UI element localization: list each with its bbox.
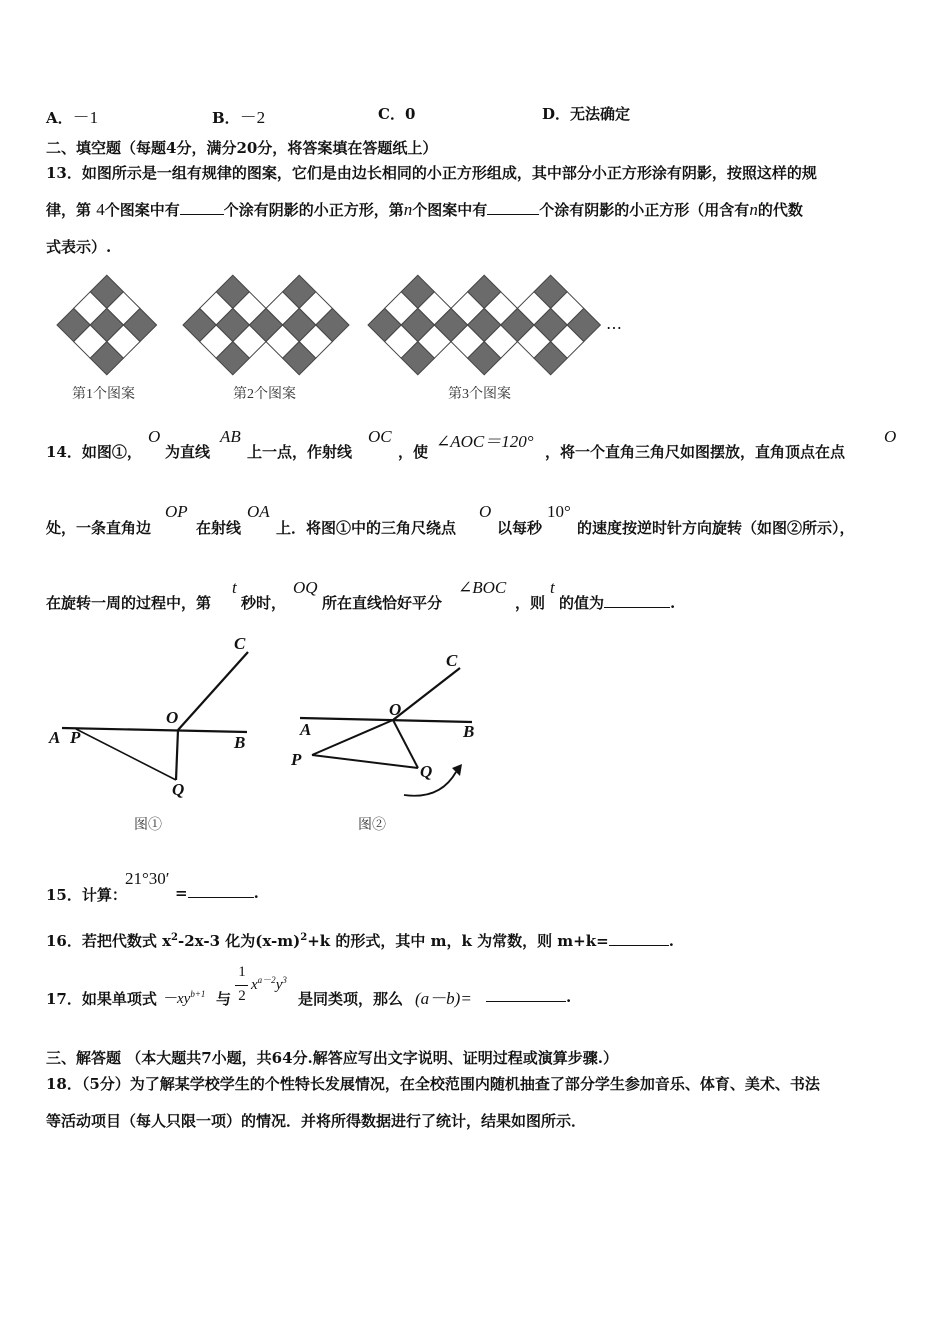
fig2-edge-pq xyxy=(312,755,418,768)
fig2-label-C: C xyxy=(446,651,458,670)
q14-l2-a: 处，一条直角边 xyxy=(46,519,152,537)
q17-c: 是同类项，那么 xyxy=(298,990,404,1008)
q14-l1-O: O xyxy=(148,427,161,446)
q13-caption-1: 第1个图案 xyxy=(72,387,135,402)
section3-heading: 三、解答题 （本大题共7小题，共64分.解答应写出文字说明、证明过程或演算步骤.） xyxy=(46,1049,618,1067)
q13-ellipsis: … xyxy=(606,314,622,333)
q14-l1-b: 为直线 xyxy=(165,443,211,461)
option-a-label: A． xyxy=(46,109,73,127)
q13-l2-num: 4 xyxy=(96,200,105,219)
q14-l2-e: 的速度按逆时针方向旋转（如图②所示）， xyxy=(577,519,855,537)
fig2-label-Q: Q xyxy=(420,762,433,781)
q14-l3-t2: t xyxy=(550,578,555,597)
q17-blank[interactable] xyxy=(486,1000,566,1002)
fig2-arrow-head xyxy=(452,764,462,776)
q13-l2-b: 个图案中有 xyxy=(104,201,180,219)
q17-mono2 xyxy=(251,973,287,994)
fig2-label-B: B xyxy=(463,722,475,741)
q13-l2-d: 个图案中有 xyxy=(412,201,488,219)
fig2-label-P: P xyxy=(291,750,302,769)
q14-l2-d: 以每秒 xyxy=(497,519,543,537)
section2-heading: 二、填空题（每题4分，满分20分，将答案填在答题纸上） xyxy=(46,139,438,157)
fig2-label-A: A xyxy=(300,720,312,739)
fig2-caption: 图② xyxy=(358,818,386,833)
q14-l3-b: 秒时， xyxy=(241,594,287,612)
q17-mono1 xyxy=(162,987,205,1008)
q15-label: 15．计算： xyxy=(46,886,127,904)
q14-l1-e: ，将一个直角三角尺如图摆放，直角顶点在点 xyxy=(545,443,846,461)
q13-l2-n1: n xyxy=(403,200,413,219)
q14-l2-deg: 10° xyxy=(547,502,571,521)
q16-c: +k 的形式，其中 m，k 为常数，则 m+k= xyxy=(307,932,609,950)
option-b-label: B． xyxy=(212,109,240,127)
option-d-label: D． xyxy=(542,105,571,123)
fig2-line-ab xyxy=(300,718,472,722)
q14-l3-t1: t xyxy=(232,578,237,597)
q16-end: . xyxy=(668,932,674,950)
q13-l2-a: 律，第 xyxy=(46,201,92,219)
q17-a: 17．如果单项式 xyxy=(46,990,157,1008)
q14-l1-OC: OC xyxy=(368,427,392,446)
q14-l3-BOC: ∠BOC xyxy=(458,578,507,597)
q14-l3-d: ，则 xyxy=(515,594,546,612)
q15-answer xyxy=(175,884,259,902)
q14-l1-O2: O xyxy=(884,427,897,446)
q14-l1-c: 上一点，作射线 xyxy=(247,443,353,461)
q17-expr: (a－b)= xyxy=(415,989,472,1008)
q13-l2-n2: n xyxy=(749,200,758,219)
q13-l2-f: 的代数 xyxy=(757,201,803,219)
q16-sup1: 2 xyxy=(171,932,179,943)
q15-end: . xyxy=(253,884,259,902)
q14-l2-b: 在射线 xyxy=(196,519,242,537)
fig2-ray-oc xyxy=(393,668,460,720)
q17-mono2-x: x xyxy=(251,977,258,993)
q18-line2: 等活动项目（每人只限一项）的情况．并将所得数据进行了统计，结果如图所示． xyxy=(46,1112,587,1130)
q14-l2-c: 上．将图①中的三角尺绕点 xyxy=(276,519,457,537)
option-c-label: C． xyxy=(378,105,405,123)
q17-mono1-base: －xy xyxy=(162,991,191,1007)
option-d-value: 无法确定 xyxy=(570,105,631,123)
q14-l3-OQ: OQ xyxy=(293,578,318,597)
q17-frac-num: 1 xyxy=(238,964,246,980)
fig1-label-B: B xyxy=(234,733,246,752)
q17-frac-den: 2 xyxy=(238,988,246,1004)
q16-sup2: 2 xyxy=(300,932,308,943)
q14-l2-O: O xyxy=(479,502,492,521)
fig1-caption: 图① xyxy=(134,818,162,833)
q14-l1-d: ，使 xyxy=(398,443,429,461)
q16-blank[interactable] xyxy=(609,944,669,946)
fig2-edge-op xyxy=(312,720,393,755)
option-c-value: 0 xyxy=(404,105,416,123)
option-a-value: －1 xyxy=(72,108,99,127)
q17-end: . xyxy=(566,988,572,1006)
q14-l3-c: 所在直线恰好平分 xyxy=(322,594,443,612)
q13-l2-c: 个涂有阴影的小正方形，第 xyxy=(223,201,404,219)
q13-l2-e: 个涂有阴影的小正方形（用含有 xyxy=(539,201,750,219)
q17-b: 与 xyxy=(216,990,232,1008)
q17-mono1-exp: b+1 xyxy=(190,989,206,999)
fig1-label-C: C xyxy=(234,634,246,653)
fig2-edge-oq xyxy=(393,720,418,768)
q13-line1: 13．如图所示是一组有规律的图案，它们是由边长相同的小正方形组成，其中部分小正方形涂有阴影，按照这样的规 xyxy=(46,164,817,182)
q17-frac-bar xyxy=(235,985,248,986)
q14-l1-angle: ∠AOC＝120° xyxy=(436,432,534,451)
fig1-label-Q: Q xyxy=(172,780,185,799)
q14-l3-e-text: 的值为 xyxy=(559,594,605,612)
q15-expr: 21°30′ xyxy=(125,869,170,888)
q14-l2-OP: OP xyxy=(165,502,188,521)
q17-mono2-xexp: a－2 xyxy=(257,975,276,985)
q16-a: 16．若把代数式 x xyxy=(46,932,172,950)
fig1-label-O: O xyxy=(166,708,179,727)
q16-b: -2x-3 化为(x-m) xyxy=(178,932,301,950)
q17-answer xyxy=(486,988,571,1006)
q16-line xyxy=(46,930,674,951)
fig1-label-P: P xyxy=(70,728,81,747)
q14-l1-a: 14．如图①， xyxy=(46,443,142,461)
q14-l3-end: . xyxy=(670,594,676,612)
option-b-value: －2 xyxy=(239,108,266,127)
q14-l2-OA: OA xyxy=(247,502,270,521)
q17-mono2-yexp: 3 xyxy=(282,975,287,985)
q13-caption-2: 第2个图案 xyxy=(233,387,296,402)
fig2-label-O: O xyxy=(389,700,402,719)
q13-line3: 式表示）. xyxy=(46,238,112,256)
q15-eq: = xyxy=(175,884,188,902)
fig1-label-A: A xyxy=(49,728,61,747)
q14-l1-AB: AB xyxy=(220,427,241,446)
q13-caption-3: 第3个图案 xyxy=(448,387,511,402)
q15-blank[interactable] xyxy=(188,896,254,898)
q17-mono2-y: y xyxy=(275,977,283,993)
q14-l3-a: 在旋转一周的过程中，第 xyxy=(46,594,212,612)
q18-line1: 18．（5分）为了解某学校学生的个性特长发展情况，在全校范围内随机抽查了部分学生参加音乐、体育、美术、书法 xyxy=(46,1075,820,1093)
